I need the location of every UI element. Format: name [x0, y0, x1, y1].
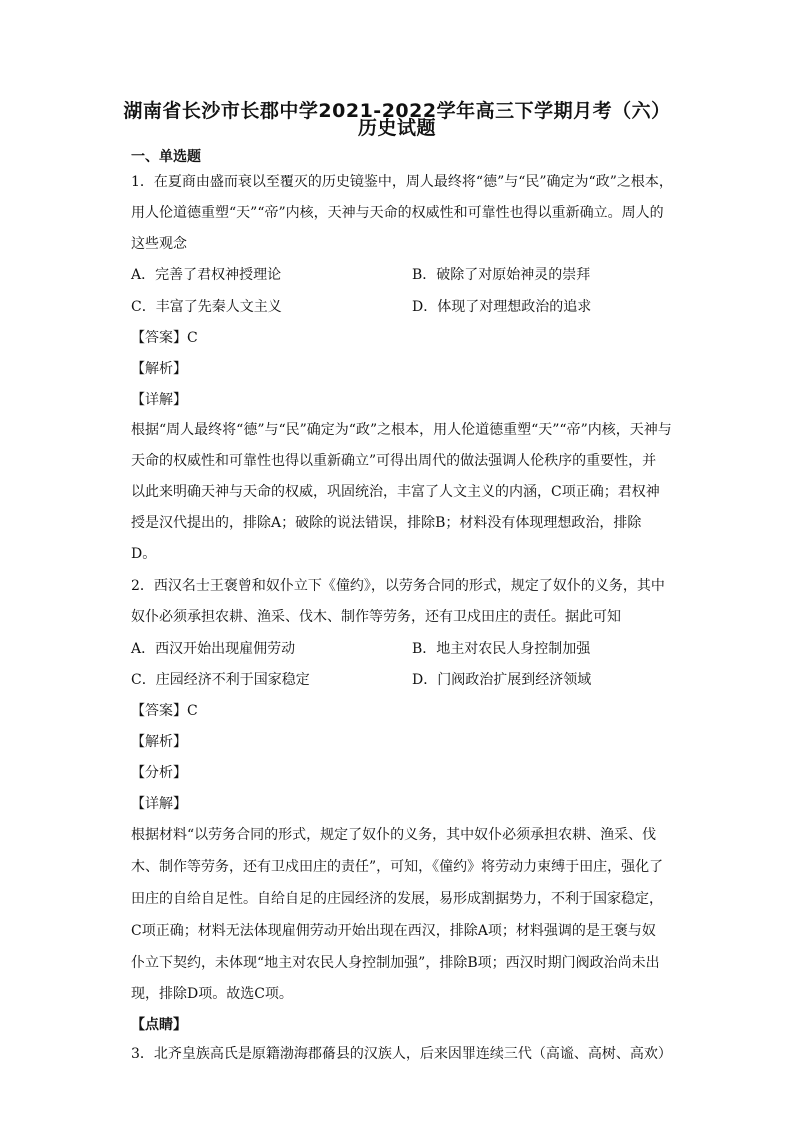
q1-option-b: B．破除了对原始神灵的崇拜	[412, 267, 591, 283]
q1-explanation-line: 天命的权威性和可靠性也得以重新确立”可得出周代的做法强调人伦秩序的重要性，并	[131, 453, 657, 469]
q1-analysis-label: 【解析】	[131, 361, 187, 377]
q2-option-a: A．西汉开始出现雇佣劳动	[131, 641, 296, 657]
q2-stem-line: 2．西汉名士王褒曾和奴仆立下《僮约》，以劳务合同的形式，规定了奴仆的义务，其中	[131, 578, 665, 594]
q1-explanation-line: 以此来明确天神与天命的权威，巩固统治，丰富了人文主义的内涵，C项正确；君权神	[131, 484, 660, 500]
q2-answer: 【答案】C	[131, 703, 198, 719]
q2-fenxi-label: 【分析】	[131, 765, 187, 781]
q2-option-b: B．地主对农民人身控制加强	[412, 641, 591, 657]
q1-detail-label: 【详解】	[131, 392, 187, 408]
q1-explanation-line: D。	[131, 546, 157, 562]
q3-stem-line: 3．北齐皇族高氏是原籍渤海郡蓨县的汉族人，后来因罪连续三代（高谧、高树、高欢）	[131, 1046, 672, 1062]
section-heading: 一、单选题	[131, 149, 201, 165]
exam-subtitle: 历史试题	[357, 117, 436, 139]
q2-explanation-line: 田庄的自给自足性。自给自足的庄园经济的发展，易形成割据势力，不利于国家稳定，	[131, 891, 663, 907]
q1-option-a: A．完善了君权神授理论	[131, 267, 282, 283]
q1-stem-line: 这些观念	[131, 236, 187, 252]
q2-explanation-line: 仆立下契约，未体现“地主对农民人身控制加强”，排除B项；西汉时期门阀政治尚未出	[131, 955, 660, 971]
q1-option-c: C．丰富了先秦人文主义	[131, 299, 282, 315]
q2-stem-line: 奴仆必须承担农耕、渔采、伐木、制作等劳务，还有卫戍田庄的责任。据此可知	[131, 609, 621, 625]
q2-analysis-label: 【解析】	[131, 734, 187, 750]
q2-option-d: D．门阀政治扩展到经济领域	[412, 672, 592, 688]
q1-stem-line: 用人伦道德重塑“天”“帝”内核，天神与天命的权威性和可靠性也得以重新确立。周人的	[131, 205, 664, 221]
q2-detail-label: 【详解】	[131, 796, 187, 812]
q1-option-d: D．体现了对理想政治的追求	[412, 299, 592, 315]
q2-option-c: C．庄园经济不利于国家稳定	[131, 672, 310, 688]
q2-dianjing-label: 【点睛】	[131, 1017, 187, 1033]
q1-stem-line: 1．在夏商由盛而衰以至覆灭的历史镜鉴中，周人最终将“德”与“民”确定为“政”之根本，	[131, 174, 673, 190]
q2-explanation-line: C项正确；材料无法体现雇佣劳动开始出现在西汉，排除A项；材料强调的是王褒与奴	[131, 923, 656, 939]
q1-answer: 【答案】C	[131, 330, 198, 346]
q1-explanation-line: 根据“周人最终将“德”与“民”确定为“政”之根本，用人伦道德重塑“天”“帝”内核，天神与	[131, 422, 672, 438]
q2-explanation-line: 木、制作等劳务，还有卫戍田庄的责任”，可知，《僮约》将劳动力束缚于田庄，强化了	[131, 859, 664, 875]
q1-explanation-line: 授是汉代提出的，排除A；破除的说法错误，排除B；材料没有体现理想政治，排除	[131, 515, 642, 531]
q2-explanation-line: 根据材料“以劳务合同的形式，规定了奴仆的义务，其中奴仆必须承担农耕、渔采、伐	[131, 827, 657, 843]
q2-explanation-line: 现，排除D项。故选C项。	[131, 986, 293, 1002]
exam-title: 湖南省长沙市长郡中学2021-2022学年高三下学期月考（六）	[123, 100, 671, 122]
